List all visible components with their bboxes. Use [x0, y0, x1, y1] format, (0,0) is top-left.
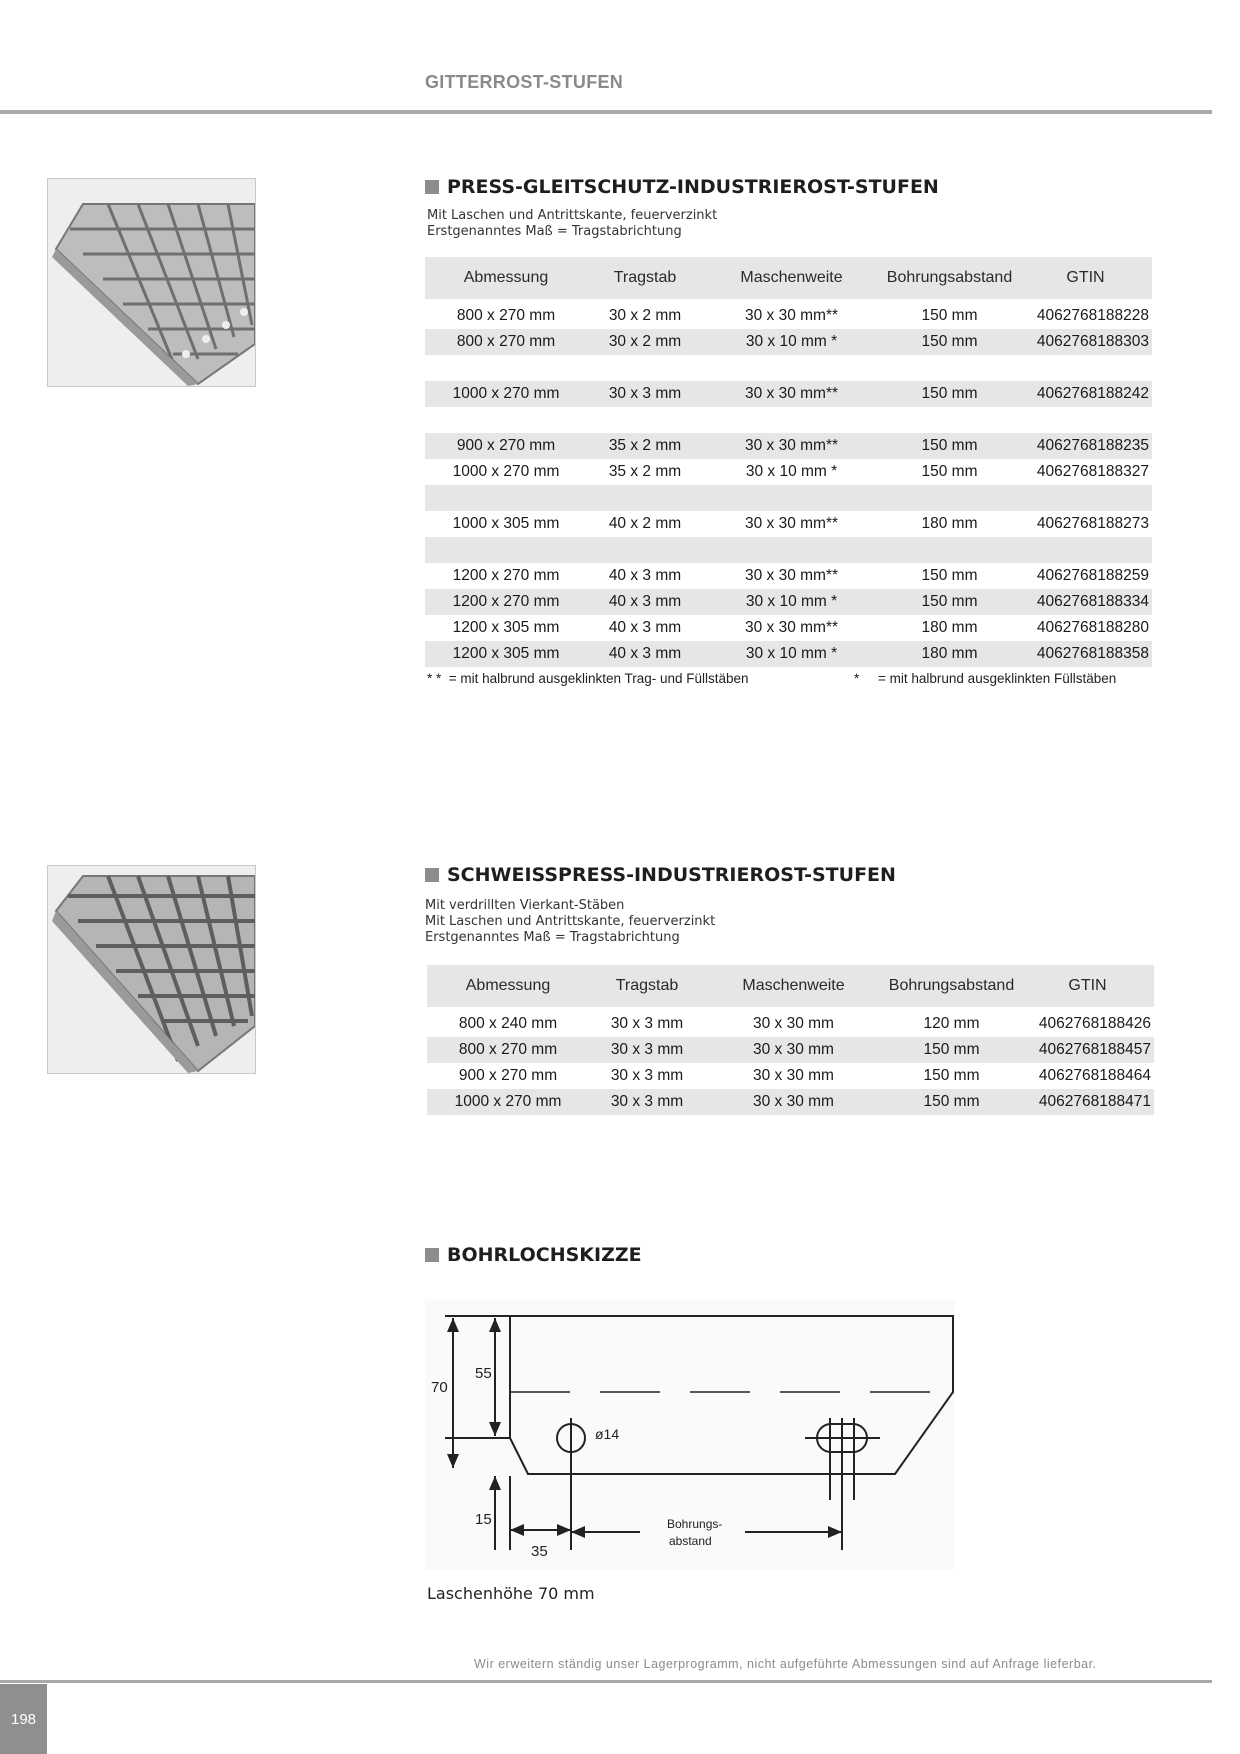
table-cell [425, 485, 587, 511]
table-cell: 1200 x 305 mm [452, 619, 560, 636]
table-cell: 40 x 2 mm [608, 515, 682, 532]
table-cell: 150 mm [880, 381, 1019, 407]
description-line: Mit Laschen und Antrittskante, feuerverzinkt [425, 914, 716, 929]
table-cell: 30 x 30 mm** [703, 381, 880, 407]
table-cell: 40 x 3 mm [608, 567, 682, 584]
dim-35-label: 35 [531, 1543, 548, 1560]
table-cell: 40 x 3 mm [608, 619, 682, 636]
table-row [425, 329, 1152, 355]
column-header: Maschenweite [703, 257, 880, 299]
table-cell: 180 mm [921, 515, 978, 532]
column-header: Tragstab [589, 965, 705, 1007]
table-cell: 150 mm [882, 1089, 1021, 1115]
table-row [427, 1011, 1154, 1037]
table-cell: 4062768188471 [1021, 1089, 1154, 1115]
table-row [425, 433, 1152, 459]
table-cell [703, 407, 880, 433]
table-cell: 1000 x 270 mm [425, 381, 587, 407]
table-cell [1019, 355, 1152, 381]
table-row [425, 641, 1152, 667]
table-cell: 180 mm [880, 641, 1019, 667]
dim-15-label: 15 [475, 1511, 492, 1528]
table-cell: 4062768188358 [1019, 641, 1152, 667]
table-cell: 30 x 10 mm * [703, 589, 880, 615]
table-cell: 30 x 3 mm [589, 1037, 705, 1063]
section-description [427, 208, 717, 240]
table-cell [703, 355, 880, 381]
grating-step-photo-2 [47, 865, 256, 1074]
table-cell: 4062768188327 [1036, 463, 1149, 480]
section-description [425, 898, 715, 946]
column-header: GTIN [1021, 965, 1154, 1007]
table-cell: 35 x 2 mm [608, 463, 682, 480]
footnote-single-asterisk: * = mit halbrund ausgeklinkten Füllstäben [854, 671, 1117, 686]
description-line: Erstgenanntes Maß = Tragstabrichtung [427, 224, 682, 239]
table-cell [1019, 485, 1152, 511]
table-cell: 4062768188259 [1036, 567, 1149, 584]
table-cell: 35 x 2 mm [587, 433, 703, 459]
table-cell: 900 x 270 mm [425, 433, 587, 459]
grating-step-photo-1 [47, 178, 256, 387]
header-divider [0, 110, 1212, 114]
table-cell: 4062768188464 [1038, 1067, 1151, 1084]
table-cell: 4062768188235 [1019, 433, 1152, 459]
table-cell: 30 x 30 mm** [744, 307, 839, 324]
table-cell: 120 mm [923, 1015, 980, 1032]
table-row [425, 511, 1152, 537]
table-cell: 150 mm [880, 329, 1019, 355]
description-line: Erstgenanntes Maß = Tragstabrichtung [425, 930, 680, 945]
hole-diameter-label: ø14 [595, 1426, 620, 1442]
table-cell: 30 x 30 mm** [744, 567, 839, 584]
table-cell: 1000 x 270 mm [452, 463, 560, 480]
table-cell [587, 407, 703, 433]
spacing-label-line2: abstand [669, 1534, 712, 1548]
table-cell: 150 mm [880, 589, 1019, 615]
section-title-press-gleitschutz [425, 176, 939, 198]
table-cell: 30 x 3 mm [589, 1089, 705, 1115]
table-row [425, 537, 1152, 563]
table-cell [880, 537, 1019, 563]
table-cell: 4062768188228 [1036, 307, 1149, 324]
section-title-schweisspress [425, 864, 896, 886]
table-cell: 800 x 270 mm [427, 1037, 589, 1063]
table-cell: 1200 x 270 mm [425, 589, 587, 615]
table-cell: 4062768188426 [1038, 1015, 1151, 1032]
table-cell: 30 x 10 mm * [703, 641, 880, 667]
table-cell: 30 x 30 mm [753, 1015, 834, 1032]
table-cell: 30 x 10 mm * [703, 329, 880, 355]
table-row [425, 563, 1152, 589]
table-cell: 800 x 270 mm [456, 307, 556, 324]
spec-table-schweisspress [427, 965, 1154, 1115]
table-row [425, 355, 1152, 381]
table-row [425, 459, 1152, 485]
table-row [425, 407, 1152, 433]
table-cell: 4062768188280 [1036, 619, 1149, 636]
table-cell [1019, 537, 1152, 563]
table-cell: 800 x 270 mm [425, 329, 587, 355]
table-cell: 1200 x 270 mm [452, 567, 560, 584]
table-row [425, 615, 1152, 641]
table-header-row [427, 965, 1154, 1007]
square-bullet-icon [425, 1248, 439, 1262]
description-line: Mit Laschen und Antrittskante, feuerverzinkt [427, 208, 718, 223]
table-cell: 1200 x 305 mm [425, 641, 587, 667]
table-cell: 30 x 30 mm** [744, 515, 839, 532]
drill-hole-sketch [425, 1300, 955, 1570]
column-header: Abmessung [427, 965, 589, 1007]
sketch-caption: Laschenhöhe 70 mm [427, 1584, 595, 1603]
table-cell: 30 x 30 mm [705, 1037, 882, 1063]
section-title-text: BOHRLOCHSKIZZE [447, 1244, 642, 1266]
table-cell: 30 x 30 mm** [744, 619, 839, 636]
description-line: Mit verdrillten Vierkant-Stäben [425, 898, 625, 913]
footer-divider [0, 1680, 1212, 1683]
column-header: Maschenweite [705, 965, 882, 1007]
table-row [425, 303, 1152, 329]
column-header: Bohrungsabstand [882, 965, 1021, 1007]
table-cell [1019, 407, 1152, 433]
spec-table-press-gleitschutz [425, 257, 1152, 667]
square-bullet-icon [425, 180, 439, 194]
table-cell [587, 355, 703, 381]
table-cell [425, 407, 587, 433]
table-cell [703, 537, 880, 563]
table-cell: 900 x 270 mm [458, 1067, 558, 1084]
table-cell: 150 mm [921, 463, 978, 480]
table-cell: 4062768188273 [1036, 515, 1149, 532]
table-cell: 30 x 2 mm [608, 307, 682, 324]
table-cell: 150 mm [921, 567, 978, 584]
column-header: Abmessung [425, 257, 587, 299]
table-cell: 1000 x 305 mm [452, 515, 560, 532]
table-cell: 150 mm [880, 433, 1019, 459]
column-header: GTIN [1019, 257, 1152, 299]
page-header-title: GITTERROST-STUFEN [425, 72, 624, 92]
table-cell [880, 355, 1019, 381]
table-row [425, 485, 1152, 511]
table-cell: 40 x 3 mm [587, 641, 703, 667]
table-cell: 150 mm [923, 1067, 980, 1084]
table-cell: 30 x 2 mm [587, 329, 703, 355]
table-cell [587, 485, 703, 511]
table-cell: 150 mm [921, 307, 978, 324]
column-header: Tragstab [587, 257, 703, 299]
page-number: 198 [0, 1684, 47, 1754]
table-cell: 40 x 3 mm [587, 589, 703, 615]
table-cell: 4062768188303 [1019, 329, 1152, 355]
table-row [427, 1063, 1154, 1089]
table-cell [425, 355, 587, 381]
table-cell: 30 x 3 mm [610, 1015, 684, 1032]
table-cell: 180 mm [921, 619, 978, 636]
dim-55-label: 55 [475, 1365, 492, 1382]
spacing-label-line1: Bohrungs- [667, 1517, 723, 1531]
table-cell [880, 485, 1019, 511]
table-cell [703, 485, 880, 511]
section-title-bohrlochskizze [425, 1244, 642, 1266]
table-cell: 30 x 30 mm** [703, 433, 880, 459]
table-header-row [425, 257, 1152, 299]
table-cell: 4062768188457 [1021, 1037, 1154, 1063]
table-cell: 30 x 3 mm [587, 381, 703, 407]
section-title-text: SCHWEISSPRESS-INDUSTRIEROST-STUFEN [447, 864, 896, 886]
footnote-double-asterisk: * * = mit halbrund ausgeklinkten Trag- und Füllstäben [427, 671, 749, 686]
footer-note: Wir erweitern ständig unser Lagerprogramm, nicht aufgeführte Abmessungen sind auf Anfrage lieferbar. [474, 1657, 1097, 1671]
table-cell: 1000 x 270 mm [427, 1089, 589, 1115]
table-cell [587, 537, 703, 563]
table-row [427, 1037, 1154, 1063]
table-cell [880, 407, 1019, 433]
column-header: Bohrungsabstand [880, 257, 1019, 299]
table-row [425, 589, 1152, 615]
table-cell [425, 537, 587, 563]
table-cell: 30 x 30 mm [753, 1067, 834, 1084]
table-cell: 4062768188242 [1019, 381, 1152, 407]
table-cell: 4062768188334 [1019, 589, 1152, 615]
table-cell: 30 x 30 mm [705, 1089, 882, 1115]
table-cell: 150 mm [882, 1037, 1021, 1063]
table-cell: 30 x 10 mm * [745, 463, 838, 480]
table-cell: 30 x 3 mm [610, 1067, 684, 1084]
square-bullet-icon [425, 868, 439, 882]
table-row [425, 381, 1152, 407]
dim-70-label: 70 [431, 1379, 448, 1396]
section-title-text: PRESS-GLEITSCHUTZ-INDUSTRIEROST-STUFEN [447, 176, 939, 198]
table-row [427, 1089, 1154, 1115]
table-cell: 800 x 240 mm [458, 1015, 558, 1032]
